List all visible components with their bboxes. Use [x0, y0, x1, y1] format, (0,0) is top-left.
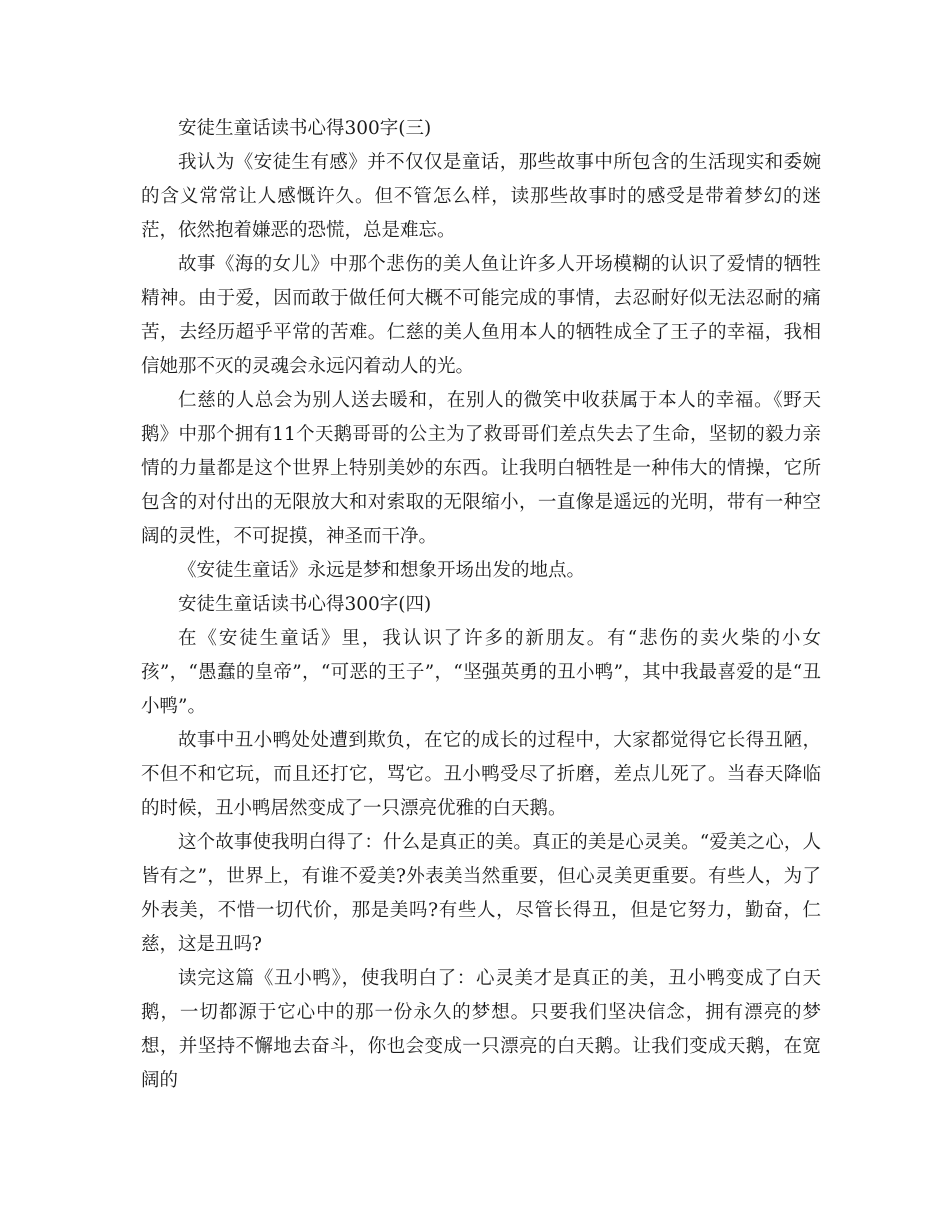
paragraph: 故事中丑小鸭处处遭到欺负，在它的成长的过程中，大家都觉得它长得丑陋，不但不和它玩，而且还打它，骂它。丑小鸭受尽了折磨，差点儿死了。当春天降临的时候，丑小鸭居然变成了一只漂亮优雅的白天鹅。	[141, 730, 821, 819]
paragraph: 《安徒生童话》永远是梦和想象开场出发的地点。	[178, 560, 586, 581]
document-body	[141, 112, 821, 1098]
section-heading: 安徒生童话读书心得300字(四)	[178, 594, 432, 615]
paragraph: 我认为《安徒生有感》并不仅仅是童话，那些故事中所包含的生活现实和委婉的含义常常让人感慨许久。但不管怎么样，读那些故事时的感受是带着梦幻的迷茫，依然抱着嫌恶的恐慌，总是难忘。	[141, 152, 821, 241]
paragraph: 这个故事使我明白得了：什么是真正的美。真正的美是心灵美。“爱美之心，人皆有之”，世界上，有谁不爱美?外表美当然重要，但心灵美更重要。有些人，为了外表美，不惜一切代价，那是美吗?有些人，尽管长得丑，但是它努力，勤奋，仁慈，这是丑吗?	[141, 832, 821, 955]
paragraph: 故事《海的女儿》中那个悲伤的美人鱼让许多人开场模糊的认识了爱情的牺牲精神。由于爱，因而敢于做任何大概不可能完成的事情，去忍耐好似无法忍耐的痛苦，去经历超乎平常的苦难。仁慈的美人鱼用本人的牺牲成全了王子的幸福，我相信她那不灭的灵魂会永远闪着动人的光。	[141, 254, 821, 377]
paragraph: 在《安徒生童话》里，我认识了许多的新朋友。有“悲伤的卖火柴的小女孩”，“愚蠢的皇帝”，“可恶的王子”，“坚强英勇的丑小鸭”，其中我最喜爱的是“丑小鸭”。	[141, 628, 821, 717]
section-heading: 安徒生童话读书心得300字(三)	[178, 118, 432, 139]
paragraph: 仁慈的人总会为别人送去暖和，在别人的微笑中收获属于本人的幸福。《野天鹅》中那个拥有11个天鹅哥哥的公主为了救哥哥们差点失去了生命，坚韧的毅力亲情的力量都是这个世界上特别美妙的东西。让我明白牺牲是一种伟大的情操，它所包含的对付出的无限放大和对索取的无限缩小，一直像是遥远的光明，带有一种空阔的灵性，不可捉摸，神圣而干净。	[141, 390, 821, 547]
paragraph: 读完这篇《丑小鸭》，使我明白了：心灵美才是真正的美，丑小鸭变成了白天鹅，一切都源于它心中的那一份永久的梦想。只要我们坚决信念，拥有漂亮的梦想，并坚持不懈地去奋斗，你也会变成一只漂亮的白天鹅。让我们变成天鹅，在宽阔的	[141, 968, 821, 1091]
